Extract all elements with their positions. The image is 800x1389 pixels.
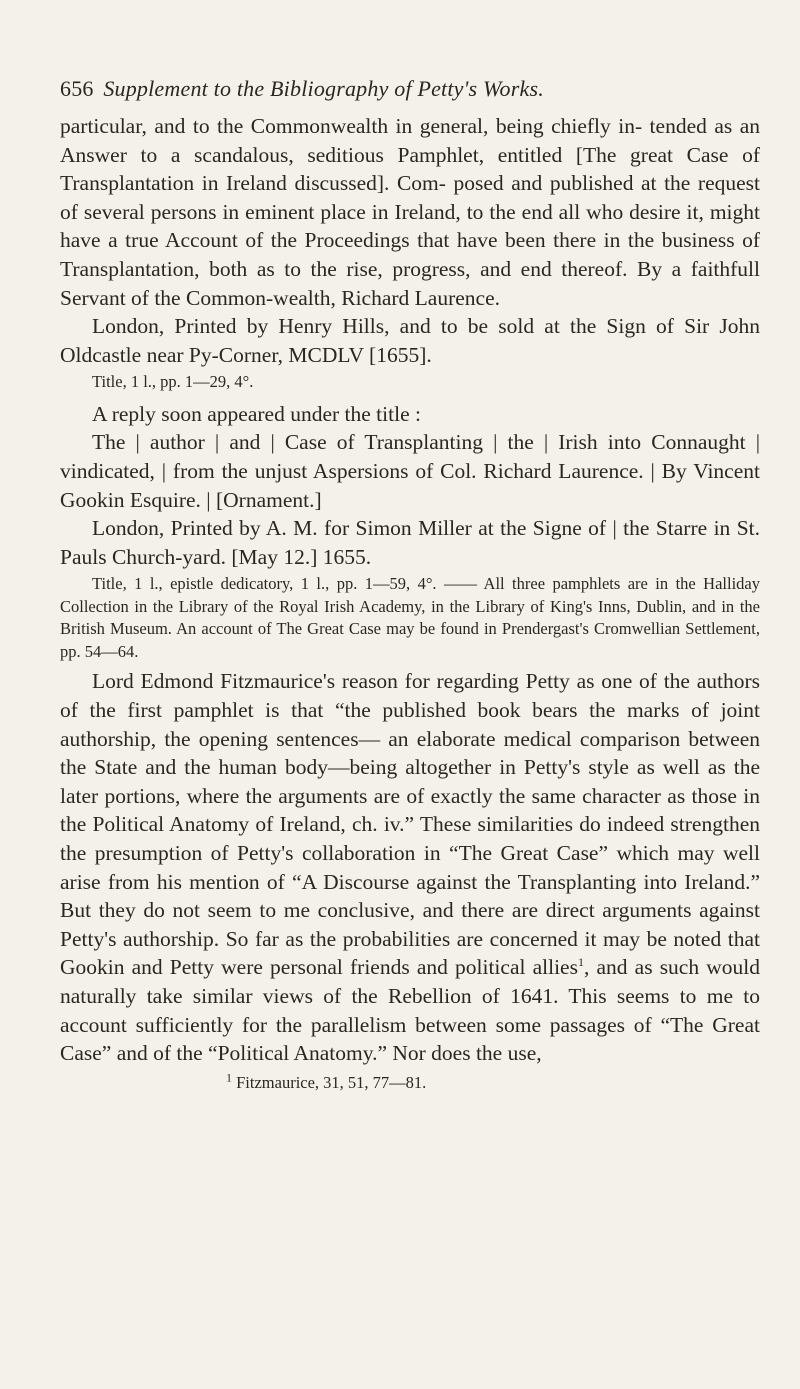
paragraph-imprint-2: London, Printed by A. M. for Simon Miller at the Signe of | the Starre in St. Pauls Church-yard. [May 12.] 1655. (60, 516, 760, 569)
footnote (60, 1072, 760, 1094)
footnote-reference: 1 (577, 955, 584, 970)
paragraph-title-continuation: particular, and to the Commonwealth in general, being chiefly in- tended as an Answer to a scandalous, seditious Pamphlet, entitled [The great Case of Transplantation in Ireland discussed]. Com- posed and published at the request of several persons in eminent place in Ireland, to the end all who desire it, might have a true Account of the Proceedings that have been there in the business of Transplantation, both as to the rise, progress, and end thereof. By a faithfull Servant of the Common-wealth, Richard Laurence. (60, 114, 760, 310)
discussion-text-part2: , and as such would naturally take similar views of the Rebellion of 1641. This seems to me to account sufficiently for the parallelism between some passages of “The Great Case” and of the “Political Anatomy.” Nor does the use, (60, 955, 760, 1066)
discussion-text-part1: Lord Edmond Fitzmaurice's reason for regarding Petty as one of the authors of the first pamphlet is that “the published book bears the marks of joint authorship, the opening sentences— an elaborate medical comparison between the State and the human body—being altogether in Petty's style as well as the later portions, where the arguments are of exactly the same character as those in the Political Anatomy of Ireland, ch. iv.” These similarities do indeed strengthen the presumption of Petty's collaboration in “The Great Case” which may well arise from his mention of “A Discourse against the Transplanting into Ireland.” But they do not seem to me conclusive, and there are direct arguments against Petty's authorship. So far as the probabilities are concerned it may be noted that Gookin and Petty were personal friends and political allies (60, 669, 760, 980)
running-title: Supplement to the Bibliography of Petty's Works. (103, 76, 544, 101)
page-number: 656 (60, 76, 94, 101)
collation-note-2: Title, 1 l., epistle dedicatory, 1 l., pp. 1—59, 4°. —— All three pamphlets are in the Halliday Collection in the Library of the Royal Irish Academy, in the Library of King's Inns, Dublin, and in the British Museum. An account of The Great Case may be found in Prendergast's Cromwellian Settlement, pp. 54—64. (60, 574, 760, 661)
footnote-text: Fitzmaurice, 31, 51, 77—81. (236, 1072, 427, 1092)
footnote-mark: 1 (226, 1070, 232, 1085)
paragraph-discussion (60, 667, 760, 1067)
paragraph-reply-intro: A reply soon appeared under the title : (92, 401, 421, 426)
book-page (60, 74, 760, 1094)
paragraph-imprint-1: London, Printed by Henry Hills, and to be sold at the Sign of Sir John Oldcastle near Py-Corner, MCDLV [1655]. (60, 314, 760, 367)
paragraph-reply-title: The | author | and | Case of Transplanting | the | Irish into Connaught | vindicated, | from the unjust Aspersions of Col. Richard Laurence. | By Vincent Gookin Esquire. | [Ornament.] (60, 430, 760, 512)
running-header (60, 74, 760, 104)
collation-note-1: Title, 1 l., pp. 1—29, 4°. (92, 372, 254, 392)
